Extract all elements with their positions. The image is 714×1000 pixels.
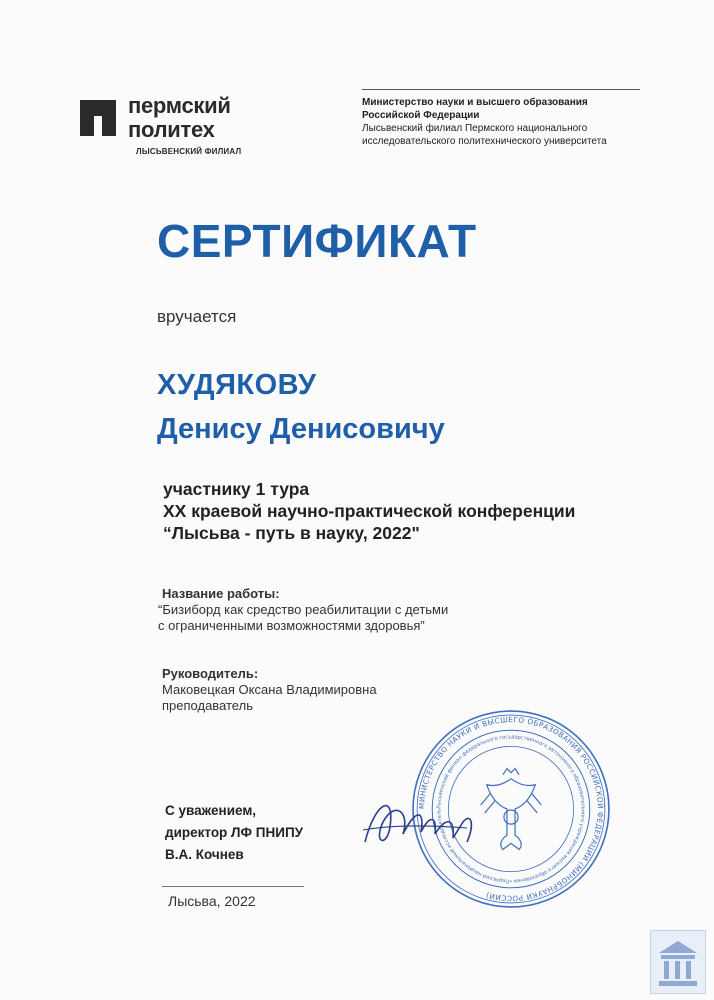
- logo-name: [128, 94, 231, 142]
- header-divider: [362, 89, 640, 90]
- organization-block: [362, 96, 607, 148]
- stamp-inner-text: Лысьвенский филиал федерального государственного автономного образовательного учреждения высшего образования «Пермский национальный исследователь: [436, 734, 586, 884]
- org-line1: Министерство науки и высшего образования: [362, 97, 588, 108]
- supervisor-block: [162, 682, 377, 714]
- signoff-line2: директор ЛФ ПНИПУ: [165, 825, 304, 840]
- signoff-line1: С уважением,: [165, 803, 257, 818]
- participation-line2: XX краевой научно-практической конференции: [163, 501, 576, 521]
- signoff-line3: В.А. Кочнев: [165, 847, 244, 862]
- work-title-line1: “Бизиборд как средство реабилитации с детьми: [158, 602, 449, 617]
- recipient-surname: ХУДЯКОВУ: [157, 369, 317, 401]
- supervisor-position: преподаватель: [162, 698, 253, 713]
- signoff-block: [165, 800, 303, 866]
- recipient-name: Денису Денисовичу: [157, 413, 445, 445]
- eagle-emblem-icon: [481, 769, 542, 850]
- city-year: Лысьва, 2022: [168, 893, 256, 909]
- logo-branch: ЛЫСЬВЕНСКИЙ ФИЛИАЛ: [136, 147, 242, 156]
- org-line3: Лысьвенский филиал Пермского национального: [362, 123, 588, 134]
- stamp-outer-text: МИНИСТЕРСТВО НАУКИ И ВЫСШЕГО ОБРАЗОВАНИЯ РОССИЙСКОЙ ФЕДЕРАЦИИ (МИНОБРНАУКИ РОССИИ): [417, 715, 605, 903]
- supervisor-name: Маковецкая Оксана Владимировна: [162, 682, 377, 697]
- certificate-title: СЕРТИФИКАТ: [157, 215, 477, 267]
- logo-name-line1: пермский: [128, 93, 231, 118]
- logo-name-line2: политех: [128, 117, 215, 142]
- supervisor-label: Руководитель:: [162, 666, 259, 681]
- participation-block: [163, 478, 575, 544]
- org-line4: исследовательского политехнического университета: [362, 136, 607, 147]
- participation-line1: участнику 1 тура: [163, 479, 310, 499]
- footer-divider: [162, 886, 304, 887]
- awarded-text: вручается: [157, 307, 237, 326]
- org-line2: Российской Федерации: [362, 110, 480, 121]
- work-label: Название работы:: [162, 586, 280, 601]
- work-title: [158, 602, 448, 634]
- participation-line3: “Лысьва - путь в науку, 2022": [163, 523, 420, 543]
- director-signature: [355, 782, 485, 862]
- logo-mark-icon: [80, 100, 116, 136]
- work-title-line2: с ограниченными возможностями здоровья”: [158, 618, 425, 633]
- watermark-logo-icon: [650, 930, 706, 994]
